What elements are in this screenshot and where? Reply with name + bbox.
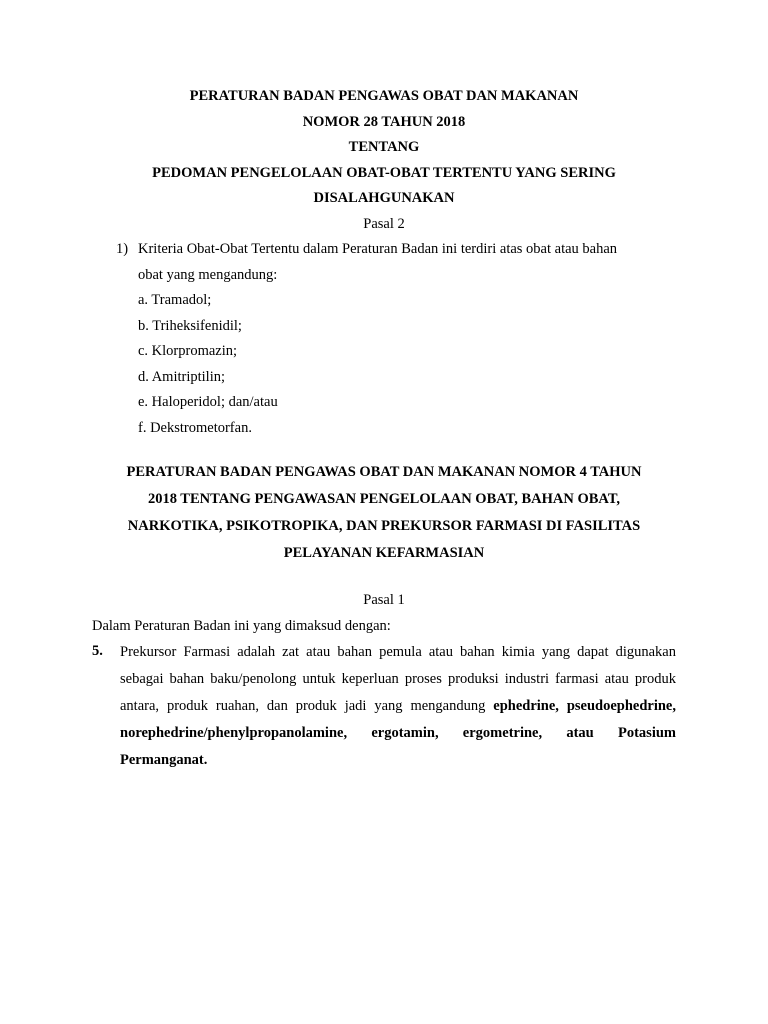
clause-text-line: Kriteria Obat-Obat Tertentu dalam Peraturan Badan ini terdiri atas obat atau bahan bbox=[138, 241, 618, 257]
regulation-28-section bbox=[92, 84, 676, 441]
definition-number: 5. bbox=[92, 643, 103, 659]
list-item: b. Triheksifenidil; bbox=[138, 317, 242, 334]
clause-text-line: obat yang mengandung: bbox=[138, 266, 278, 283]
article-label: Pasal 2 bbox=[363, 215, 405, 232]
list-item: f. Dekstrometorfan. bbox=[138, 419, 252, 436]
drug-list bbox=[92, 288, 676, 441]
list-item: c. Klorpromazin; bbox=[138, 343, 238, 359]
article-label: Pasal 1 bbox=[363, 592, 405, 608]
heading-line: PERATURAN BADAN PENGAWAS OBAT DAN MAKANAN NOMOR 4 TAHUN bbox=[126, 464, 642, 480]
regulation-4-section bbox=[92, 588, 676, 774]
heading-line: PELAYANAN KEFARMASIAN bbox=[283, 545, 485, 561]
clause-number: 1) bbox=[116, 241, 129, 257]
heading-line: TENTANG bbox=[348, 139, 420, 155]
heading-line: NARKOTIKA, PSIKOTROPIKA, DAN PREKURSOR FARMASI DI FASILITAS bbox=[127, 518, 641, 534]
definition-plain-text: Prekursor Farmasi adalah zat atau bahan pemula atau bahan kimia yang dapat digunakan sebagai bahan baku/penolong untuk keperluan proses produksi industri farmasi atau produk antara, produk ruahan, dan produk jadi yang mengandung bbox=[120, 644, 676, 714]
definition-bold-text: ephedrine, pseudoephedrine, norephedrine/phenylpropanolamine, ergotamin, ergometrine, atau Potasium Permanganat. bbox=[120, 698, 676, 768]
list-item: d. Amitriptilin; bbox=[138, 368, 226, 385]
list-item: a. Tramadol; bbox=[138, 292, 212, 308]
regulation-28-heading bbox=[92, 84, 676, 212]
definitions-intro: Dalam Peraturan Badan ini yang dimaksud dengan: bbox=[92, 617, 391, 634]
regulation-4-heading bbox=[92, 459, 676, 567]
clause-1 bbox=[92, 237, 676, 288]
heading-line: NOMOR 28 TAHUN 2018 bbox=[302, 113, 466, 130]
heading-line: PEDOMAN PENGELOLAAN OBAT-OBAT TERTENTU YANG SERING bbox=[152, 164, 616, 181]
definition-text bbox=[120, 639, 676, 774]
heading-line: PERATURAN BADAN PENGAWAS OBAT DAN MAKANAN bbox=[189, 88, 579, 104]
heading-line: 2018 TENTANG PENGAWASAN PENGELOLAAN OBAT, BAHAN OBAT, bbox=[147, 491, 621, 507]
definition-item bbox=[92, 639, 676, 774]
list-item: e. Haloperidol; dan/atau bbox=[138, 394, 278, 410]
heading-line: DISALAHGUNAKAN bbox=[313, 190, 455, 206]
